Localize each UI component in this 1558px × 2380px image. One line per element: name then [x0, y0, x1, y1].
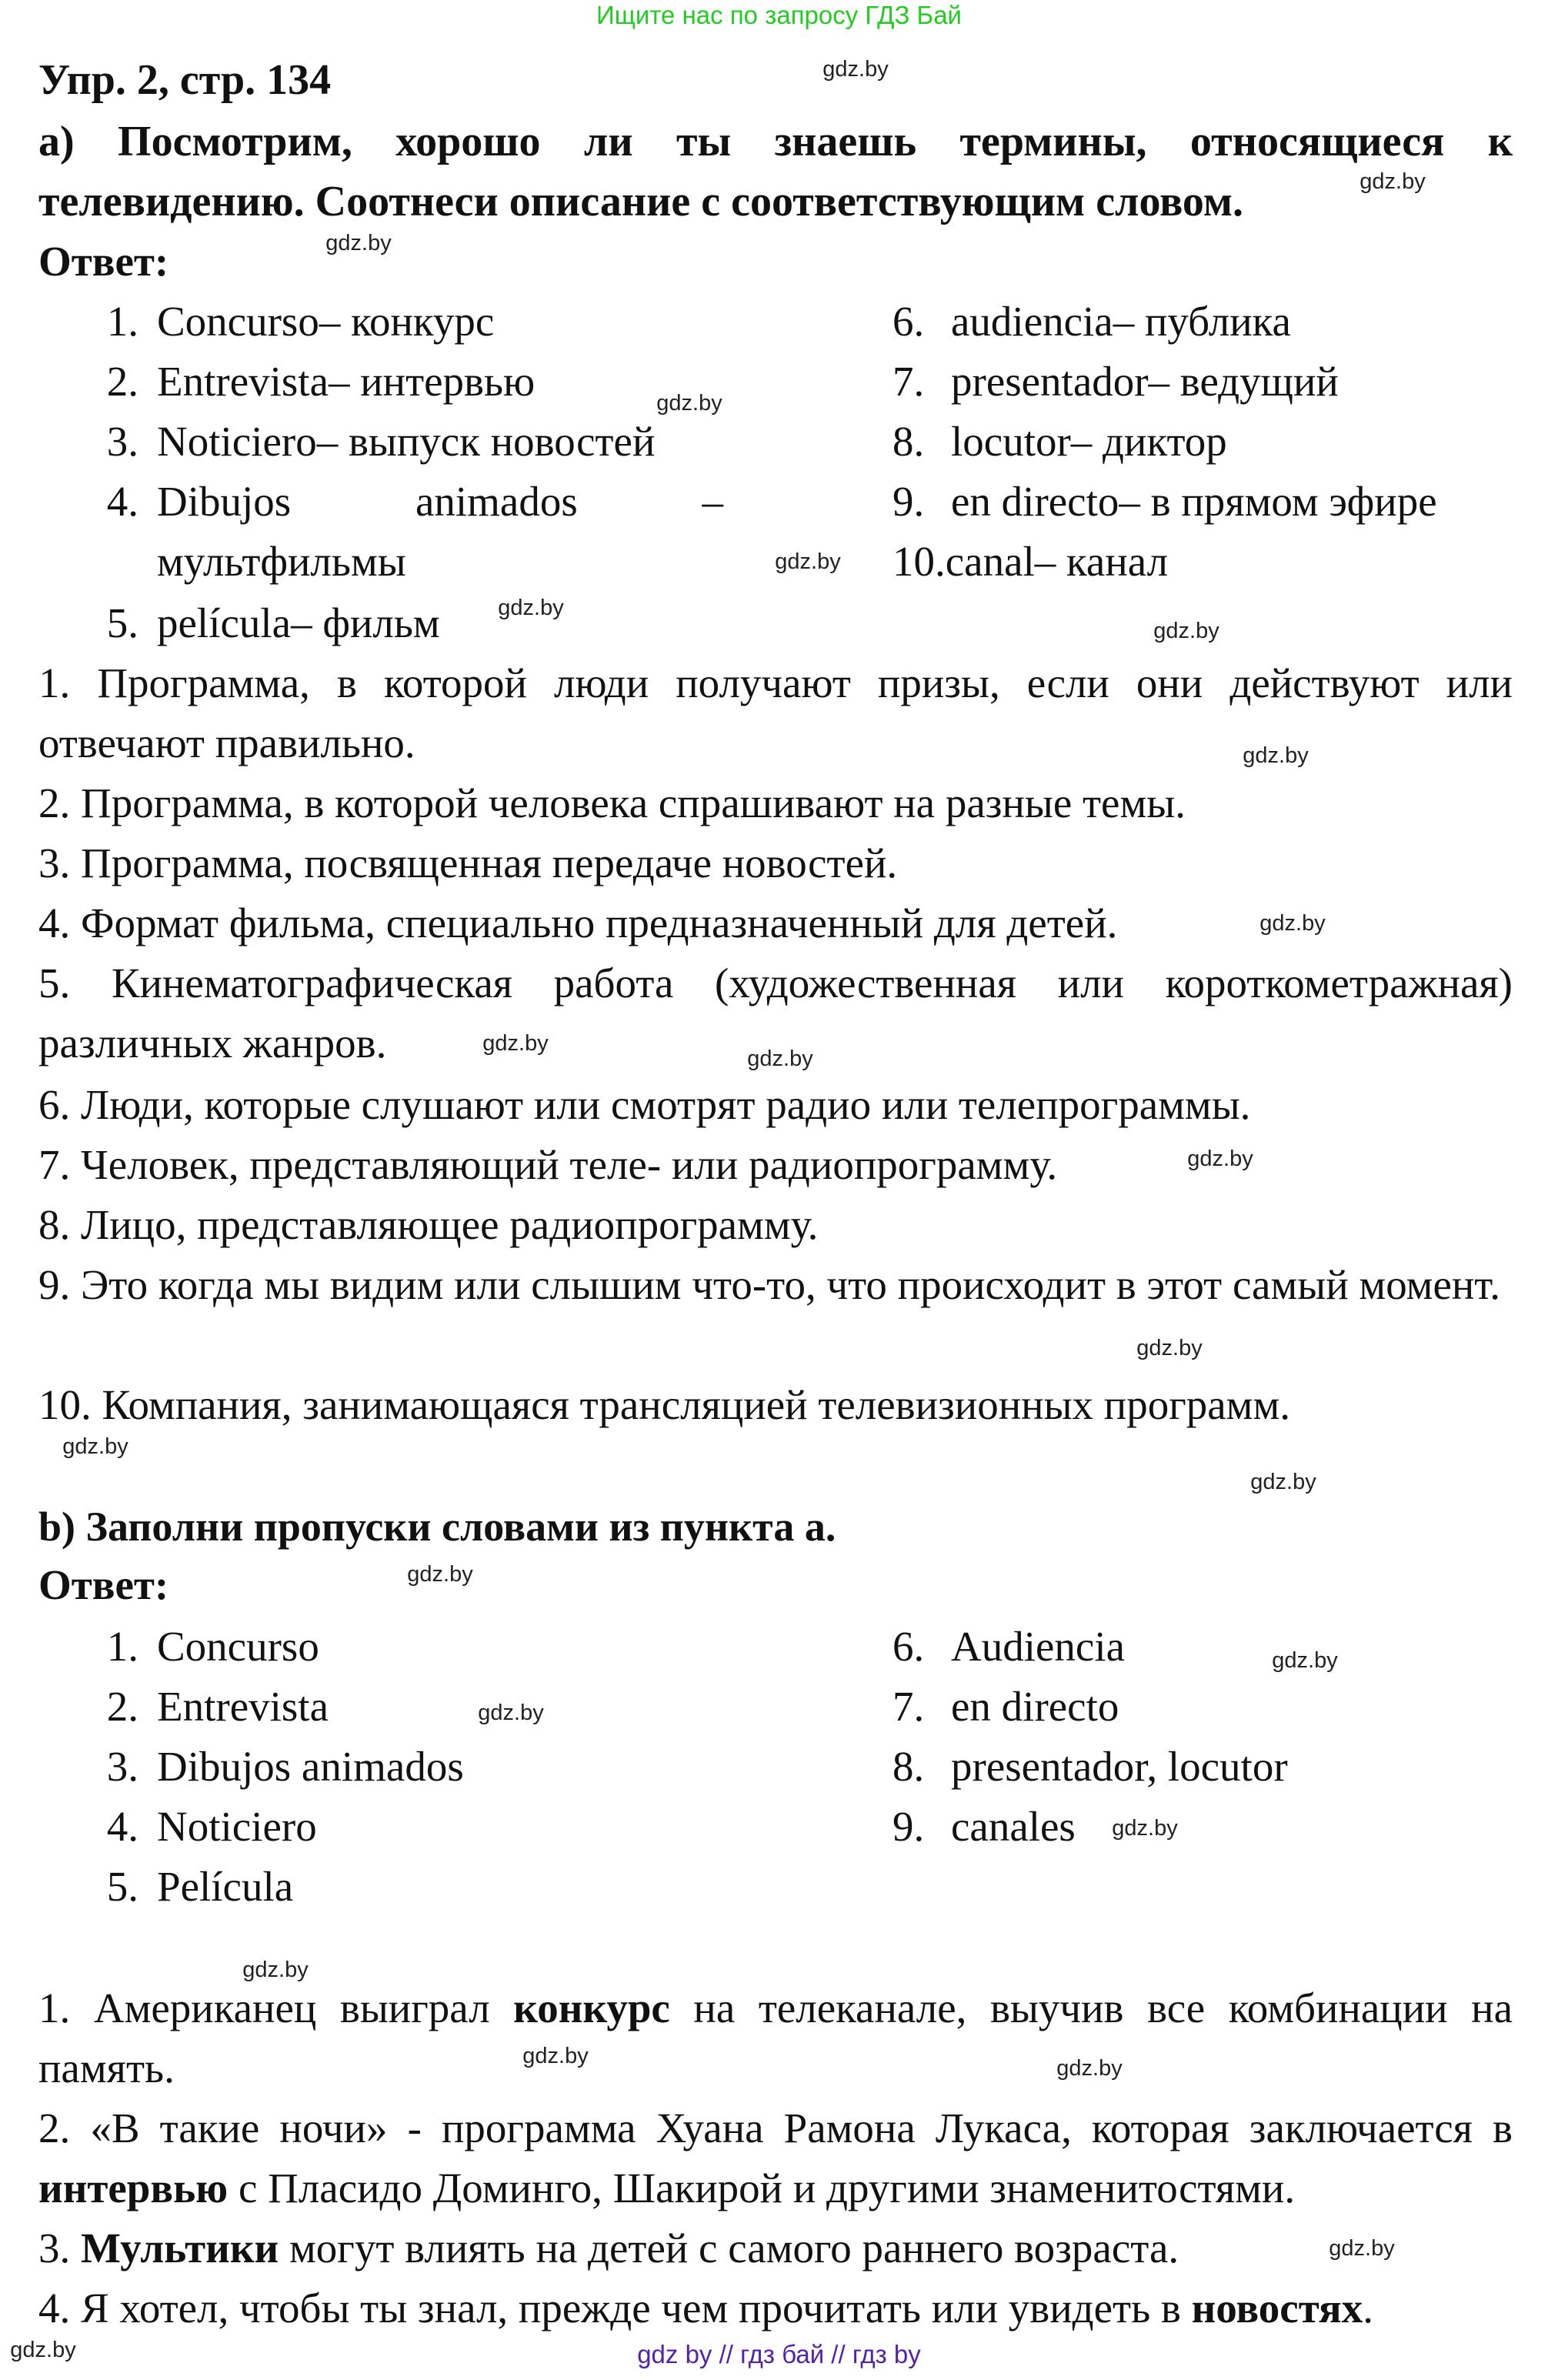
term-text: audiencia– публика — [951, 298, 1291, 345]
task-b-heading: b) Заполни пропуски словами из пункта а. — [38, 1504, 836, 1550]
term-item-right — [892, 472, 1437, 532]
item-number: 9. — [892, 1803, 925, 1850]
watermark: gdz.by — [10, 2338, 76, 2362]
answer-item-left — [92, 1797, 317, 1857]
term-text: película– фильм — [157, 599, 440, 646]
term-item-left — [92, 472, 138, 532]
answer-item-right — [892, 1797, 1076, 1857]
item-number: 9. — [892, 478, 925, 525]
sentence-text: 3. — [38, 2225, 81, 2272]
term-text: canal– канал — [945, 538, 1169, 585]
answer-word: новостях — [1191, 2285, 1363, 2332]
item-number: 7. — [892, 358, 925, 405]
watermark: gdz.by — [656, 391, 722, 416]
watermark: gdz.by — [822, 57, 889, 82]
term-item-left — [92, 593, 440, 653]
search-banner: Ищите нас по запросу ГДЗ Бай — [596, 1, 962, 29]
term-item-left — [92, 412, 655, 472]
answer-item-right — [892, 1677, 1119, 1737]
description-item: 5. Кинематографическая работа (художественная или короткометражная) различных жанров. — [38, 960, 1513, 1066]
example-sentence — [38, 1978, 1513, 2098]
answer-label-a: Ответ: — [38, 238, 169, 285]
item-number: 7. — [892, 1683, 925, 1730]
watermark: gdz.by — [325, 231, 392, 255]
sentence-text: 4. Я хотел, чтобы ты знал, прежде чем прочитать или увидеть в — [38, 2285, 1192, 2332]
sentence-text: 1. Американец выиграл — [38, 1984, 514, 2031]
item-number: 4. — [106, 1803, 138, 1850]
answer-text: Audiencia — [951, 1623, 1126, 1670]
term-text-continued: мультфильмы — [157, 538, 406, 585]
example-sentence — [38, 2218, 1513, 2278]
example-sentence — [38, 2098, 1513, 2218]
item-number: 5. — [106, 1863, 138, 1910]
watermark: gdz.by — [478, 1701, 544, 1725]
item-number: 10. — [892, 538, 946, 585]
description-item: 1. Программа, в которой люди получают призы, если они действуют или отвечают правильно. — [38, 659, 1513, 766]
item-number: 8. — [892, 418, 925, 465]
task-a-heading: а) Посмотрим, хорошо ли ты знаешь термины, относящиеся к телевидению. Соотнеси описание с соответствующим словом. — [38, 118, 1513, 225]
watermark: gdz.by — [1136, 1336, 1203, 1360]
term-text: locutor– диктор — [951, 418, 1227, 465]
description-item: 7. Человек, представляющий теле- или радиопрограмму. — [38, 1141, 1058, 1188]
description-item: 6. Люди, которые слушают или смотрят радио или телепрограммы. — [38, 1081, 1251, 1128]
example-sentence — [38, 2278, 1513, 2338]
description-item: 2. Программа, в которой человека спрашивают на разные темы. — [38, 779, 1186, 826]
watermark: gdz.by — [1187, 1147, 1253, 1171]
sentence-text: с Пласидо Доминго, Шакирой и другими знаменитостями. — [228, 2165, 1296, 2211]
watermark: gdz.by — [1153, 619, 1219, 643]
watermark: gdz.by — [1359, 169, 1426, 194]
term-item-right — [892, 532, 1168, 592]
watermark: gdz.by — [1243, 743, 1309, 768]
answer-item-left — [92, 1737, 464, 1797]
answer-text: canales — [951, 1803, 1076, 1850]
answer-text: Película — [157, 1863, 294, 1910]
item-number: 4. — [106, 478, 138, 525]
term-item-right — [892, 352, 1339, 412]
watermark: gdz.by — [747, 1046, 813, 1071]
answer-item-left — [92, 1857, 293, 1917]
answer-item-left — [92, 1677, 329, 1737]
watermark: gdz.by — [242, 1958, 309, 1982]
item-number: 2. — [106, 358, 138, 405]
watermark: gdz.by — [1250, 1470, 1316, 1494]
watermark: gdz.by — [1112, 1816, 1178, 1841]
answer-item-right — [892, 1617, 1125, 1677]
description-item: 3. Программа, посвященная передаче новостей. — [38, 840, 898, 886]
answer-text: Noticiero — [157, 1803, 317, 1850]
term-item-left — [92, 292, 494, 352]
answer-text: presentador, locutor — [951, 1743, 1288, 1790]
term-item-right — [892, 292, 1291, 352]
answer-word: интервью — [38, 2165, 229, 2211]
answer-item-right — [892, 1737, 1288, 1797]
watermark: gdz.by — [1259, 911, 1326, 936]
watermark: gdz.by — [775, 549, 841, 574]
sentence-text: на телеканале, выучив все комбинации на память. — [38, 1984, 1513, 2091]
description-item: 10. Компания, занимающаяся трансляцией телевизионных программ. — [38, 1381, 1291, 1428]
watermark: gdz.by — [522, 2044, 589, 2068]
item-number: 1. — [106, 298, 138, 345]
answer-text: en directo — [951, 1683, 1119, 1730]
answer-word: Мультики — [81, 2225, 279, 2272]
term-text: presentador– ведущий — [951, 358, 1339, 405]
answer-text: Concurso — [157, 1623, 319, 1670]
footer-watermark: gdz by // гдз бай // гдз by — [637, 2340, 921, 2368]
watermark: gdz.by — [1329, 2236, 1395, 2261]
term-text: Dibujos animados – — [157, 478, 723, 525]
term-item-left — [92, 352, 535, 412]
item-number: 3. — [106, 418, 138, 465]
item-number: 1. — [106, 1623, 138, 1670]
term-text: Noticiero– выпуск новостей — [157, 418, 656, 465]
watermark: gdz.by — [62, 1434, 128, 1459]
item-number: 6. — [892, 298, 925, 345]
watermark: gdz.by — [482, 1031, 549, 1056]
answer-word: конкурс — [513, 1984, 670, 2031]
term-item-right — [892, 412, 1227, 472]
watermark: gdz.by — [1272, 1648, 1338, 1673]
description-item: 8. Лицо, представляющее радиопрограмму. — [38, 1201, 819, 1248]
term-text: en directo– в прямом эфире — [951, 478, 1437, 525]
watermark: gdz.by — [498, 596, 564, 620]
item-number: 6. — [892, 1623, 925, 1670]
sentence-text: могут влиять на детей с самого раннего возраста. — [279, 2225, 1179, 2272]
watermark: gdz.by — [1056, 2056, 1123, 2081]
answer-label-b: Ответ: — [38, 1561, 169, 1608]
description-item: 4. Формат фильма, специально предназначенный для детей. — [38, 900, 1118, 946]
answer-item-left — [92, 1617, 319, 1677]
exercise-title: Упр. 2, стр. 134 — [38, 56, 332, 104]
item-number: 8. — [892, 1743, 925, 1790]
answer-text: Dibujos animados — [157, 1743, 464, 1790]
sentence-text: 2. «В такие ночи» - программа Хуана Рамона Лукаса, которая заключается в — [38, 2105, 1513, 2151]
item-number: 2. — [106, 1683, 138, 1730]
term-text: Concurso– конкурс — [157, 298, 495, 345]
term-text: Entrevista– интервью — [157, 358, 535, 405]
item-number: 3. — [106, 1743, 138, 1790]
description-item: 9. Это когда мы видим или слышим что-то, что происходит в этот самый момент. — [38, 1261, 1500, 1308]
watermark: gdz.by — [407, 1562, 473, 1587]
sentence-text: . — [1363, 2285, 1374, 2332]
item-number: 5. — [106, 599, 138, 646]
answer-text: Entrevista — [157, 1683, 329, 1730]
